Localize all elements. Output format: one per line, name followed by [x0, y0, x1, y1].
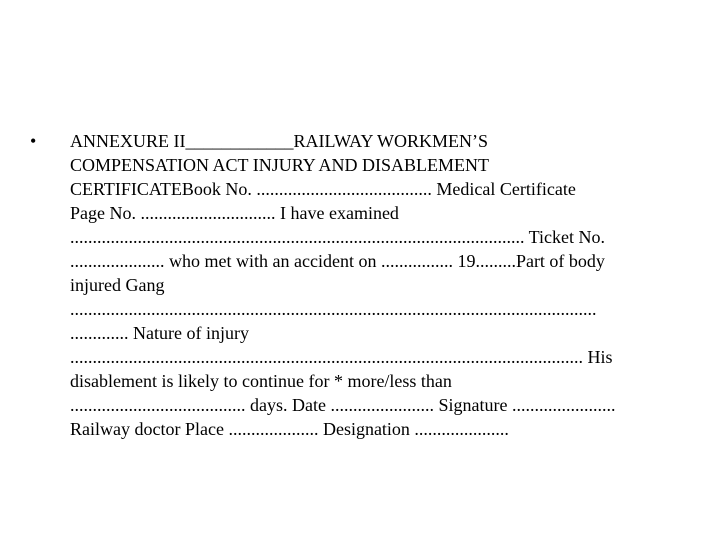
line-nature-of-injury: ............. Nature of injury — [70, 323, 249, 343]
line-gang-dots: ..................................................................................................................... — [70, 299, 597, 319]
line-ticket-no: ..................................................................................................... Ticket No. — [70, 227, 606, 247]
line-page-no: Page No. .............................. I have examined — [70, 203, 399, 223]
line-disablement: disablement is likely to continue for * more/less than — [70, 371, 452, 391]
line-act-title: COMPENSATION ACT INJURY AND DISABLEMENT — [70, 155, 490, 175]
line-annexure-title: ANNEXURE II____________RAILWAY WORKMEN’S — [70, 131, 488, 151]
line-place-designation: Railway doctor Place .................... Designation ..................... — [70, 419, 509, 439]
line-book-no: CERTIFICATEBook No. ....................................... Medical Certificate — [70, 179, 576, 199]
line-accident: ..................... who met with an accident on ................ 19.........Part of body — [70, 251, 605, 271]
line-injured-gang: injured Gang — [70, 275, 165, 295]
certificate-text — [70, 129, 676, 441]
line-injury-dots: .................................................................................................................. His — [70, 347, 613, 367]
line-days-date-signature: ....................................... days. Date ....................... Signature ....................... — [70, 395, 616, 415]
bullet-marker: • — [30, 131, 37, 151]
